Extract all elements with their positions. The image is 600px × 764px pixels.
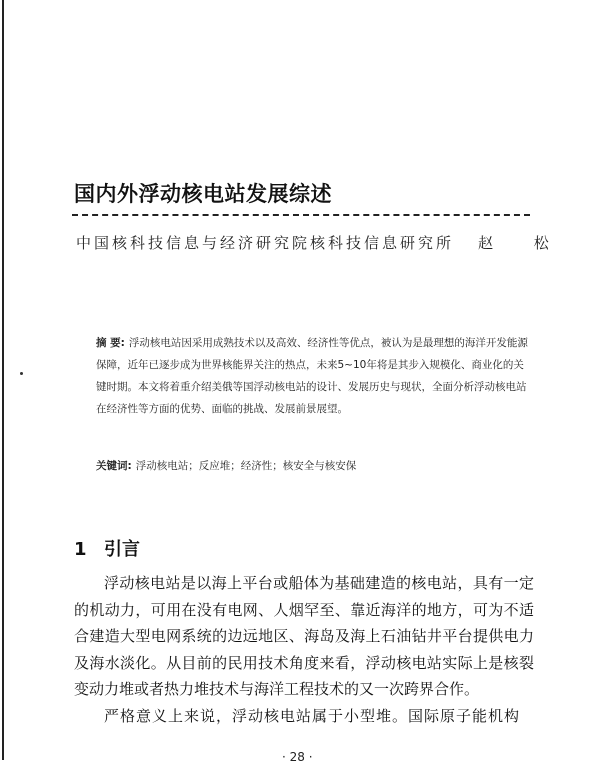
abstract-text: 浮动核电站因采用成熟技术以及高效、经济性等优点，被认为是最理想的海洋开发能源保障，近年已逐步成为世界核能界关注的热点，未来5~10年将是其步入规模化、商业化的关键时期。本文将着重介绍美俄等国浮动核电站的设计、发展历史与现状，全面分析浮动核电站在经济性等方面的优势、面临的挑战、发展前景展望。 xyxy=(96,337,528,415)
section-number: 1 xyxy=(74,539,87,560)
keywords xyxy=(96,458,528,473)
title-divider xyxy=(72,214,530,216)
keywords-text: 浮动核电站；反应堆；经济性；核安全与核安保 xyxy=(135,460,357,472)
section-title: 引言 xyxy=(104,539,140,560)
body-paragraph: 严格意义上来说，浮动核电站属于小型堆。国际原子能机构 xyxy=(104,706,521,725)
section-body xyxy=(74,570,534,729)
article-title: 国内外浮动核电站发展综述 xyxy=(74,182,332,206)
scan-artifact xyxy=(20,372,23,375)
scan-edge xyxy=(2,0,4,760)
section-heading xyxy=(74,535,140,561)
abstract-label: 摘 要: xyxy=(96,337,125,349)
abstract xyxy=(96,332,528,420)
author-name: 赵 松 xyxy=(478,234,567,252)
author-affiliation: 中国核科技信息与经济研究院核科技信息研究所 xyxy=(76,234,455,252)
keywords-label: 关键词: xyxy=(96,460,132,472)
page-number: · 28 · xyxy=(282,750,313,764)
body-paragraph: 浮动核电站是以海上平台或船体为基础建造的核电站，具有一定的机动力，可用在没有电网、人烟罕至、靠近海洋的地方，可为不适合建造大型电网系统的边远地区、海岛及海上石油钻井平台提供电力及海水淡化。从目前的民用技术角度来看，浮动核电站实际上是核裂变动力堆或者热力堆技术与海洋工程技术的又一次跨界合作。 xyxy=(74,574,534,698)
